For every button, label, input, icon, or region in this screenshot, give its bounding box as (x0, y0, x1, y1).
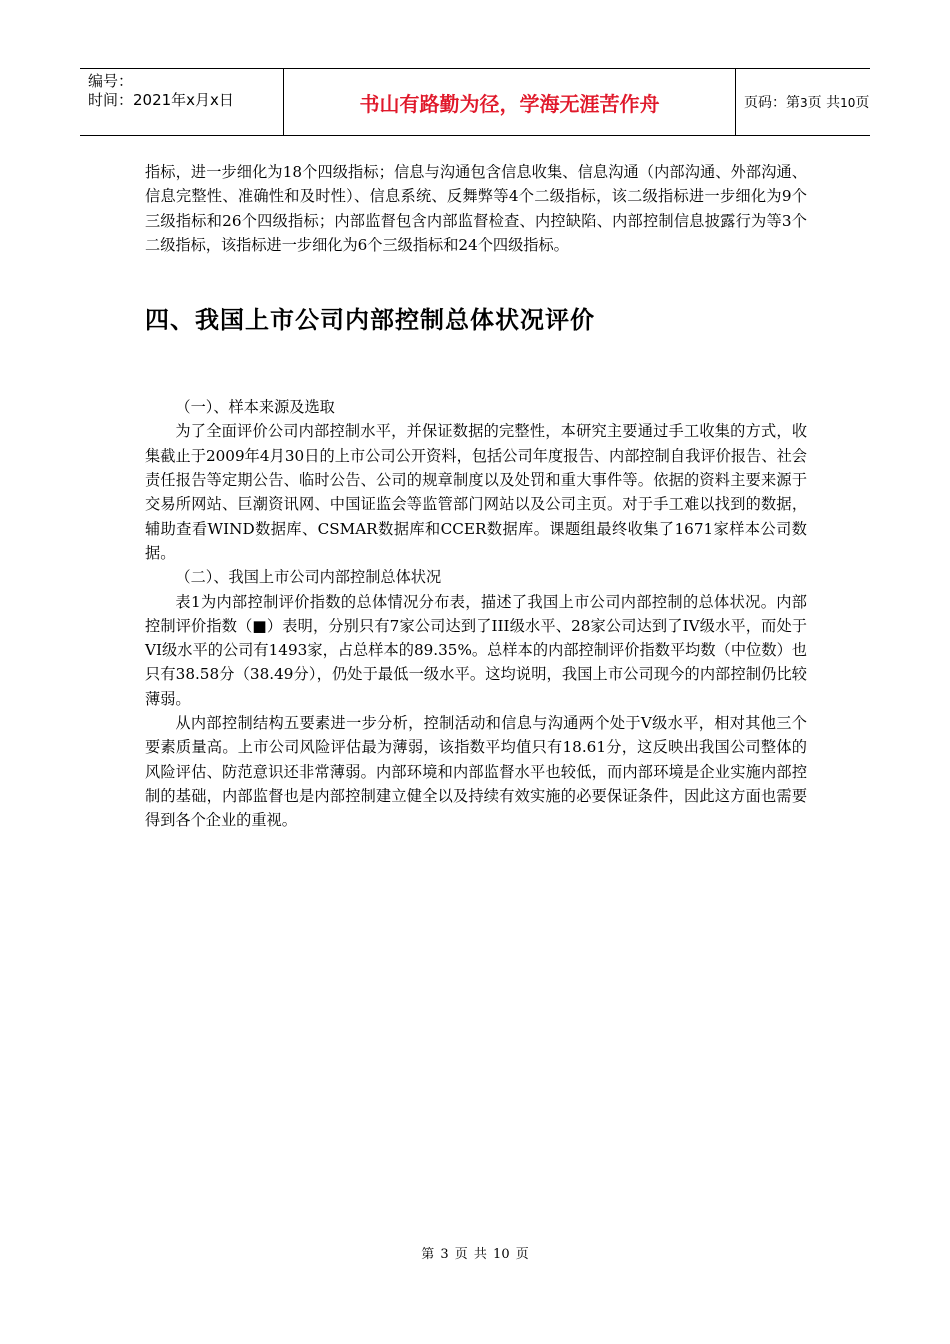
header-page-code (744, 94, 869, 112)
document-body (145, 160, 807, 833)
header-info-cell (80, 69, 283, 135)
section-title: 四、我国上市公司内部控制总体状况评价 (145, 306, 595, 335)
document-date: 时间：2021年x月x日 (88, 91, 234, 109)
page-header (80, 68, 870, 136)
status-paragraph-1: 表1为内部控制评价指数的总体情况分布表，描述了我国上市公司内部控制的总体状况。内部控制评价指数（■）表明，分别只有7家公司达到了III级水平、28家公司达到了IV级水平，而处于VI级水平的公司有1493家，占总样本的89.35%。总样本的内部控制评价指数平均数（中位数）也只有38.58分（38.49分），仍处于最低一级水平。这均说明，我国上市公司现今的内部控制仍比较薄弱。 (145, 592, 807, 708)
intro-paragraph: 指标，进一步细化为18个四级指标；信息与沟通包含信息收集、信息沟通（内部沟通、外部沟通、信息完整性、准确性和及时性）、信息系统、反舞弊等4个二级指标，该二级指标进一步细化为9个三级指标和26个四级指标；内部监督包含内部监督检查、内控缺陷、内部控制信息披露行为等3个二级指标，该指标进一步细化为6个三级指标和24个四级指标。 (145, 163, 807, 254)
page-code-mid: 页 共 (807, 95, 841, 111)
page-code-label: 页码：第 (744, 95, 800, 111)
page-code-end: 页 (855, 95, 870, 111)
header-motto-cell (283, 69, 736, 135)
page-current-number: 3 (800, 96, 808, 110)
header-motto: 书山有路勤为径，学海无涯苦作舟 (359, 92, 660, 116)
status-paragraph-2: 从内部控制结构五要素进一步分析，控制活动和信息与沟通两个处于V级水平，相对其他三个要素质量高。上市公司风险评估最为薄弱，该指数平均值只有18.61分，这反映出我国公司整体的风险评估、防范意识还非常薄弱。内部环境和内部监督水平也较低，而内部环境是企业实施内部控制的基础，内部监督也是内部控制建立健全以及持续有效实施的必要保证条件，因此这方面也需要得到各个企业的重视。 (145, 714, 807, 830)
subsection-title-sample: （一）、样本来源及选取 (175, 398, 335, 417)
sample-paragraph: 为了全面评价公司内部控制水平，并保证数据的完整性，本研究主要通过手工收集的方式，收集截止于2009年4月30日的上市公司公开资料，包括公司年度报告、内部控制自我评价报告、社会责任报告等定期公告、临时公告、公司的规章制度以及处罚和重大事件等。依据的资料主要来源于交易所网站、巨潮资讯网、中国证监会等监管部门网站以及公司主页。对于手工难以找到的数据，辅助查看WIND数据库、CSMAR数据库和CCER数据库。课题组最终收集了1671家样本公司数据。 (145, 422, 807, 562)
page-total-number: 10 (840, 96, 856, 110)
subsection-title-status: （二）、我国上市公司内部控制总体状况 (175, 568, 442, 587)
header-page-cell (736, 69, 870, 135)
document-number-label: 编号： (88, 72, 134, 90)
page-footer: 第 3 页 共 10 页 (421, 1247, 529, 1262)
